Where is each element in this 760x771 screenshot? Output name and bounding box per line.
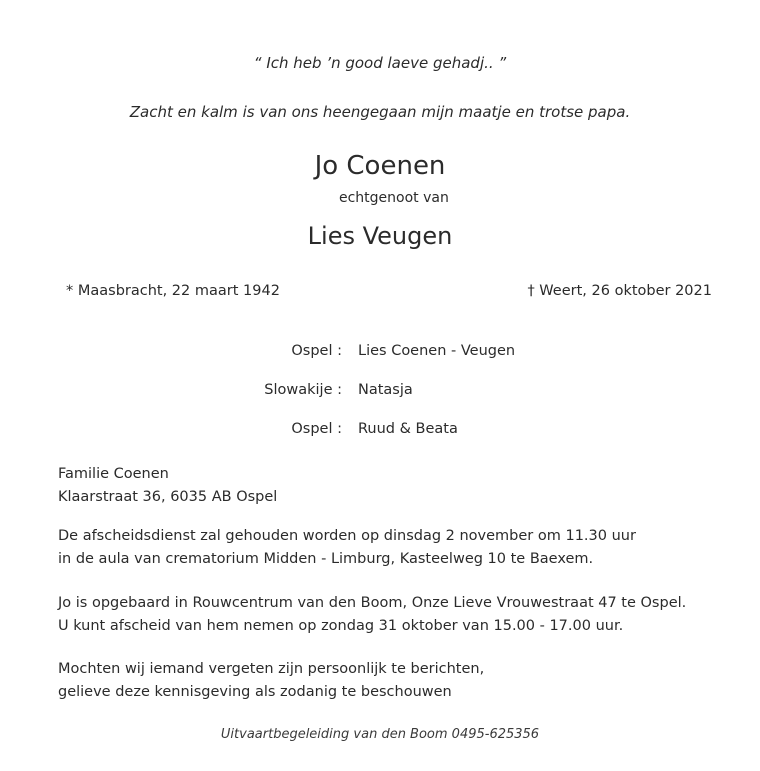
relative-names: Ruud & Beata — [358, 421, 458, 437]
birth-info: * Maasbracht, 22 maart 1942 — [66, 283, 280, 299]
death-info: † Weert, 26 oktober 2021 — [527, 283, 712, 299]
spouse-label: echtgenoot van — [339, 190, 449, 206]
service-info — [58, 525, 636, 571]
spouse-name: Lies Veugen — [307, 222, 453, 250]
relative-place: Ospel : — [291, 343, 342, 359]
relative-row — [0, 343, 760, 365]
address-line: Familie Coenen — [58, 466, 169, 482]
relative-place: Ospel : — [291, 421, 342, 437]
viewing-line: U kunt afscheid van hem nemen op zondag 31 oktober van 15.00 - 17.00 uur. — [58, 618, 624, 634]
relative-names: Lies Coenen - Veugen — [358, 343, 516, 359]
deceased-name: Jo Coenen — [314, 151, 446, 181]
service-line: in de aula van crematorium Midden - Limburg, Kasteelweg 10 te Baexem. — [58, 551, 594, 567]
notice-line: Mochten wij iemand vergeten zijn persoonlijk te berichten, — [58, 661, 485, 677]
relative-row — [0, 382, 760, 404]
service-line: De afscheidsdienst zal gehouden worden op dinsdag 2 november om 11.30 uur — [58, 528, 636, 544]
viewing-line: Jo is opgebaard in Rouwcentrum van den Boom, Onze Lieve Vrouwestraat 47 te Ospel. — [58, 595, 687, 611]
relative-row — [0, 421, 760, 443]
relative-names: Natasja — [358, 382, 413, 398]
funeral-director-footer: Uitvaartbegeleiding van den Boom 0495-625356 — [220, 727, 540, 742]
address-line: Klaarstraat 36, 6035 AB Ospel — [58, 489, 278, 505]
quote: “ Ich heb ’n good laeve gehadj.. ” — [253, 54, 507, 72]
notice-line: gelieve deze kennisgeving als zodanig te beschouwen — [58, 684, 452, 700]
family-address — [58, 463, 277, 509]
relative-place: Slowakije : — [264, 382, 342, 398]
intro-text: Zacht en kalm is van ons heengegaan mijn maatje en trotse papa. — [129, 103, 631, 121]
notice-text — [58, 658, 484, 704]
viewing-info — [58, 592, 686, 638]
